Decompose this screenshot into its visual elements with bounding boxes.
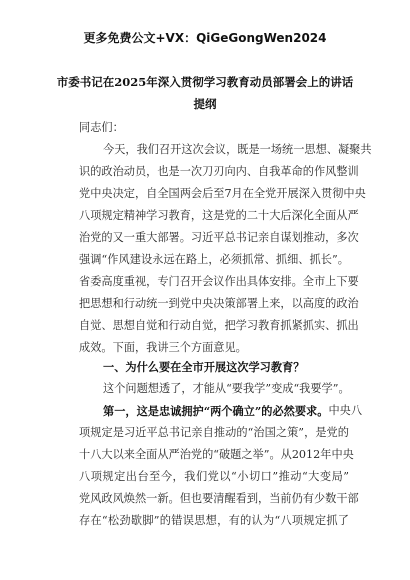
- paragraph-line: 治党的又一重大部署。习近平总书记亲自谋划推动，多次: [79, 231, 359, 244]
- paragraph-line: 存在“松劲歇脚”的错误思想，有的认为“八项规定抓了: [79, 514, 349, 527]
- paragraph-line: 省委高度重视，专门召开会议作出具体安排。全市上下要: [79, 275, 359, 288]
- paragraph-line: 十八大以来全面从严治党的“破题之举”。从2012年中央: [79, 448, 354, 461]
- paragraph-line: 成效。下面，我讲三个方面意见。: [79, 341, 247, 354]
- paragraph-text: 中央八: [328, 404, 363, 417]
- bold-lead-sentence: 第一，这是忠诚拥护“两个确立”的必然要求。: [103, 404, 329, 418]
- document-title-line-1: 市委书记在2025年深入贯彻学习教育动员部署会上的讲话: [56, 75, 354, 89]
- paragraph-line: [103, 404, 363, 418]
- salutation: 同志们：: [79, 121, 124, 134]
- paragraph-line: 这个问题想透了，才能从“要我学”变成“我要学”。: [103, 382, 350, 395]
- promo-banner: 更多免费公文+VX：QiGeGongWen2024: [83, 31, 327, 45]
- paragraph-line: 党风政风焕然一新。但也要清醒看到，当前仍有少数干部: [79, 492, 359, 505]
- paragraph-line: 自觉、思想自觉和行动自觉，把学习教育抓紧抓实、抓出: [79, 319, 359, 332]
- paragraph-line: 今天，我们召开这次会议，既是一场统一思想、凝聚共: [103, 143, 372, 156]
- paragraph-line: 党中央决定，自全国两会后至7月在全党开展深入贯彻中央: [79, 187, 366, 200]
- paragraph-line: 项规定是习近平总书记亲自推动的“治国之策”，是党的: [79, 426, 349, 439]
- paragraph-line: 识的政治动员，也是一次刀刃向内、自我革命的作风整训: [79, 165, 359, 178]
- paragraph-line: 八项规定出台至今，我们党以“小切口”推动“大变局”: [79, 470, 349, 483]
- paragraph-line: 八项规定精神学习教育，这是党的二十大后深化全面从严: [79, 209, 359, 222]
- paragraph-line: 强调“作风建设永远在路上，必须抓常、抓细、抓长”。: [79, 253, 349, 266]
- document-title-line-2: 提纲: [193, 97, 217, 111]
- section-heading-1: 一、为什么要在全市开展这次学习教育？: [103, 360, 305, 374]
- paragraph-line: 把思想和行动统一到党中央决策部署上来，以高度的政治: [79, 297, 359, 310]
